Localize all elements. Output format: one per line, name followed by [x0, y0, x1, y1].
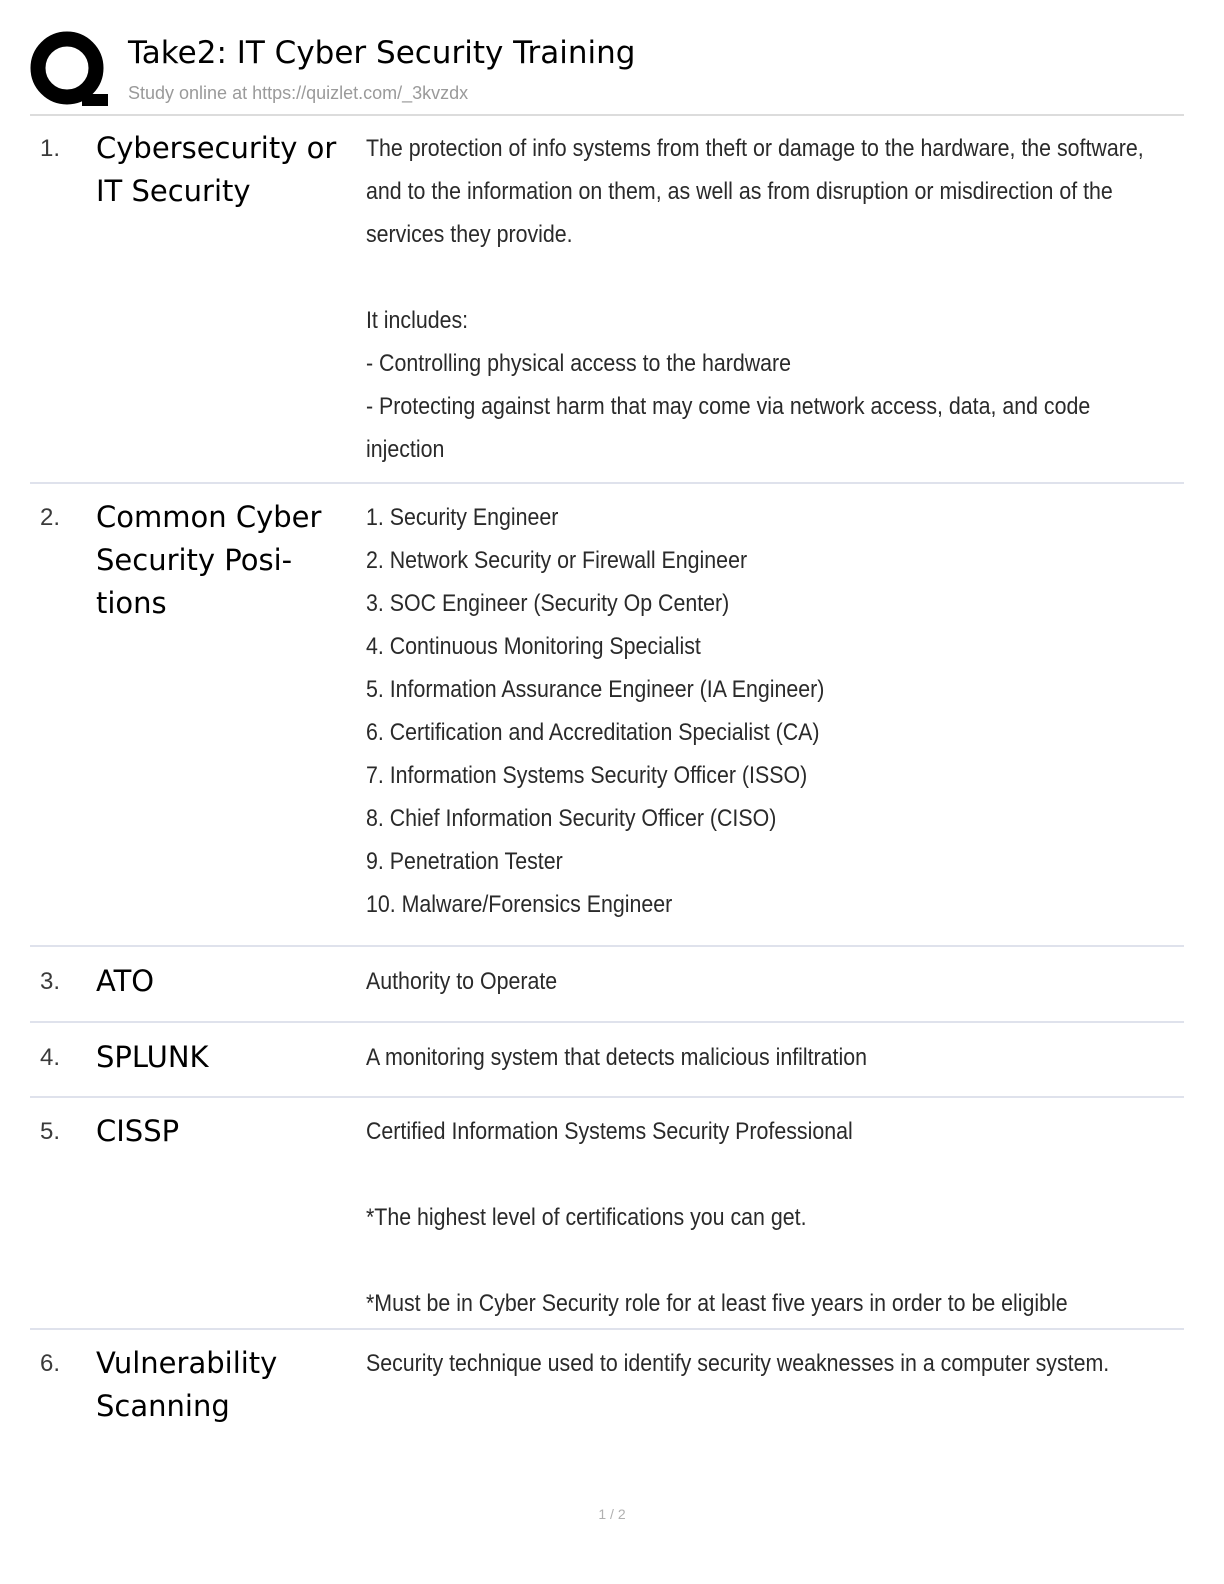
card-number: 5.: [40, 1118, 61, 1145]
flashcard-row: [30, 1330, 1184, 1450]
card-term: Vulnerability Scanning: [96, 1346, 278, 1423]
flashcard-row: [30, 947, 1184, 1023]
card-number: 2.: [40, 504, 61, 531]
set-title: Take2: IT Cyber Security Training: [128, 35, 636, 71]
card-definition: A monitoring system that detects malicious infiltration: [366, 1044, 868, 1071]
page-number: 1 / 2: [598, 1506, 626, 1522]
card-term: SPLUNK: [96, 1040, 209, 1074]
page-header: [30, 28, 1184, 116]
study-online-link[interactable]: Study online at https://quizlet.com/_3kvzdx: [128, 83, 469, 103]
card-definition: 1. Security Engineer 2. Network Security or Firewall Engineer 3. SOC Engineer (Security Op Center) 4. Continuous Monitoring Specialist 5. Information Assurance Engineer (IA Engineer) 6. Certification and Accreditation Specialist (CA) 7. Information Systems Security Officer (ISSO) 8. Chief Information Security Officer (CISO) 9. Penetration Tester 10. Malware/Forensics Engineer: [366, 504, 825, 918]
card-number: 6.: [40, 1350, 61, 1377]
card-number: 4.: [40, 1044, 61, 1071]
card-term: Cybersecurity or IT Security: [96, 131, 337, 208]
card-term: Common Cyber Security Posi-tions: [96, 500, 322, 620]
quizlet-q-logo-icon: [30, 30, 108, 108]
card-definition: The protection of info systems from theft or damage to the hardware, the software, and to the information on them, as well as from disruption or misdirection of the services they provide. It includes: - Controlling physical access to the hardware - Protecting against harm that may come via network access, data, and code injection: [366, 135, 1144, 463]
card-number: 3.: [40, 968, 61, 995]
card-definition: Security technique used to identify security weaknesses in a computer system.: [366, 1350, 1110, 1377]
flashcard-row: [30, 1098, 1184, 1330]
card-term: ATO: [96, 964, 155, 998]
card-term: CISSP: [96, 1114, 180, 1148]
flashcard-row: [30, 116, 1184, 484]
flashcard-row: [30, 484, 1184, 947]
flashcard-row: [30, 1023, 1184, 1098]
card-definition: Certified Information Systems Security Professional *The highest level of certifications you can get. *Must be in Cyber Security role for at least five years in order to be eligible: [366, 1118, 1068, 1317]
flashcard-list: [30, 116, 1184, 1450]
card-number: 1.: [40, 135, 61, 162]
card-definition: Authority to Operate: [366, 968, 558, 995]
